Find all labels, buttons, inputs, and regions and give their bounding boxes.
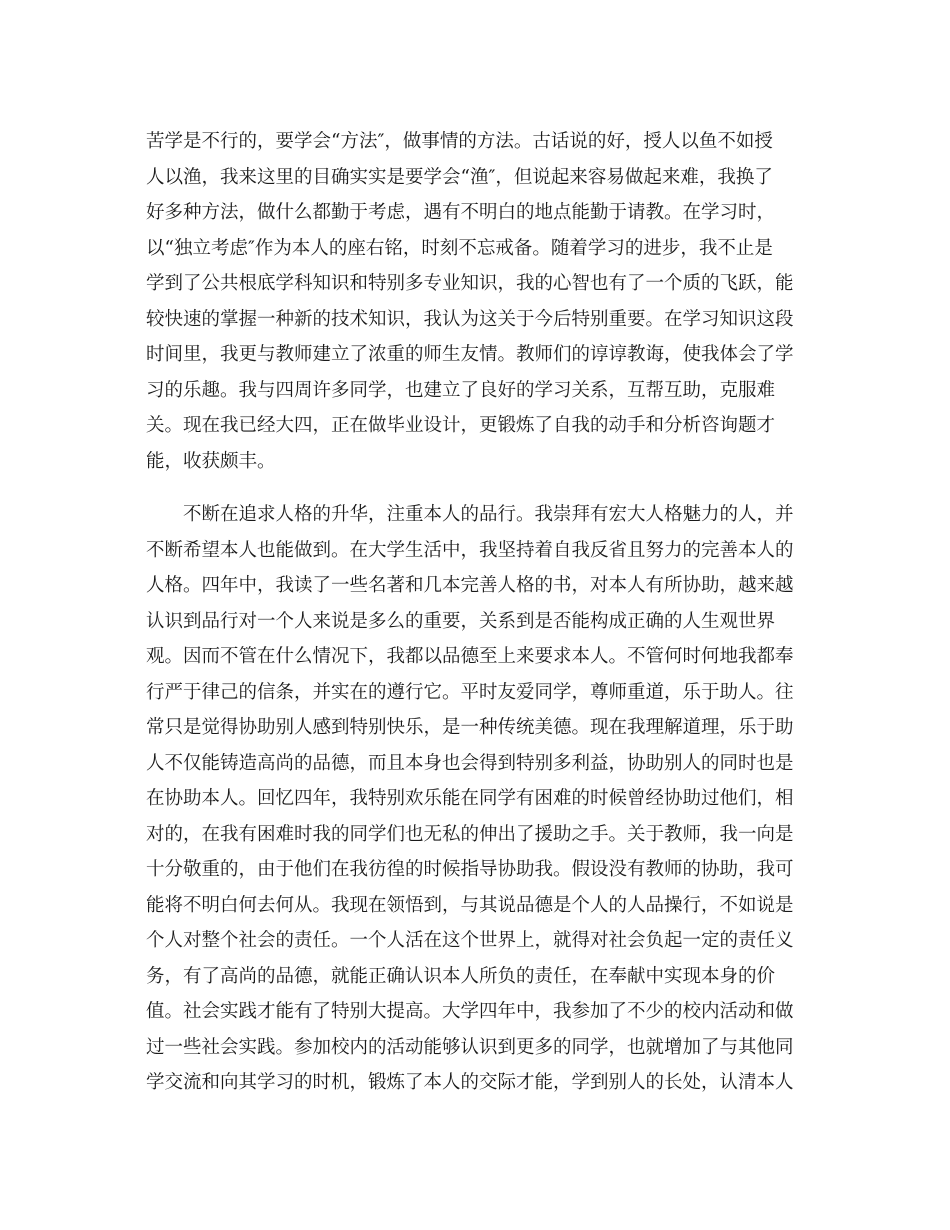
text-line: 观。因而不管在什么情况下，我都以品德至上来要求本人。不管何时何地我都奉 (146, 646, 794, 667)
text-line: 对的，在我有困难时我的同学们也无私的伸出了援助之手。关于教师，我一向是 (146, 823, 794, 845)
text-line: 较快速的掌握一种新的技术知识，我认为这关于今后特别重要。在学习知识这段 (146, 308, 794, 330)
text-line: 不断希望本人也能做到。在大学生活中，我坚持着自我反省且努力的完善本人的 (146, 539, 794, 561)
text-line: 习的乐趣。我与四周许多同学，也建立了良好的学习关系，互帮互助，克服难 (146, 379, 776, 401)
text-line: 以“独立考虑″作为本人的座右铭，时刻不忘戒备。随着学习的进步，我不止是 (146, 237, 773, 259)
text-line: 常只是觉得协助别人感到特别快乐，是一种传统美德。现在我理解道理，乐于助 (146, 717, 794, 738)
text-line: 务，有了高尚的品德，就能正确认识本人所负的责任，在奉献中实现本身的价 (146, 965, 776, 987)
text-line: 能，收获颇丰。 (146, 450, 276, 472)
text-line: 时间里，我更与教师建立了浓重的师生友情。教师们的谆谆教诲，使我体会了学 (146, 344, 794, 365)
text-line: 十分敬重的，由于他们在我彷徨的时候指导协助我。假设没有教师的协助，我可 (146, 859, 794, 880)
text-line: 认识到品行对一个人来说是多么的重要，关系到是否能构成正确的人生观世界 (146, 610, 776, 632)
text-line: 在协助本人。回忆四年，我特别欢乐能在同学有困难的时候曾经协助过他们，相 (146, 788, 794, 809)
text-line: 过一些社会实践。参加校内的活动能够认识到更多的同学，也就增加了与其他同 (146, 1036, 794, 1058)
paragraph-study (146, 124, 806, 479)
text-line: 人不仅能铸造高尚的品德，而且本身也会得到特别多利益，协助别人的同时也是 (146, 752, 794, 774)
text-line: 学到了公共根底学科知识和特别多专业知识，我的心智也有了一个质的飞跃，能 (146, 273, 794, 294)
text-line: 好多种方法，做什么都勤于考虑，遇有不明白的地点能勤于请教。在学习时， (146, 202, 776, 223)
text-line: 个人对整个社会的责任。一个人活在这个世界上，就得对社会负起一定的责任义 (146, 930, 794, 951)
paragraph-character (146, 497, 806, 1101)
text-line: 学交流和向其学习的时机，锻炼了本人的交际才能，学到别人的长处，认清本人 (146, 1072, 794, 1093)
text-line: 人格。四年中，我读了一些名著和几本完善人格的书，对本人有所协助，越来越 (146, 575, 794, 596)
text-line: 人以渔，我来这里的目确实实是要学会“渔″，但说起来容易做起来难，我换了 (146, 166, 773, 188)
text-line: 能将不明白何去何从。我现在领悟到，与其说品德是个人的人品操行，不如说是 (146, 894, 794, 916)
text-line: 不断在追求人格的升华，注重本人的品行。我崇拜有宏大人格魅力的人，并 (146, 504, 794, 525)
text-line: 关。现在我已经大四，正在做毕业设计，更锻炼了自我的动手和分析咨询题才 (146, 415, 776, 436)
text-line: 苦学是不行的，要学会“方法″，做事情的方法。古话说的好，授人以鱼不如授 (146, 131, 773, 152)
text-line: 行严于律己的信条，并实在的遵行它。平时友爱同学，尊师重道，乐于助人。往 (146, 681, 794, 703)
text-line: 值。社会实践才能有了特别大提高。大学四年中，我参加了不少的校内活动和做 (146, 1001, 794, 1022)
